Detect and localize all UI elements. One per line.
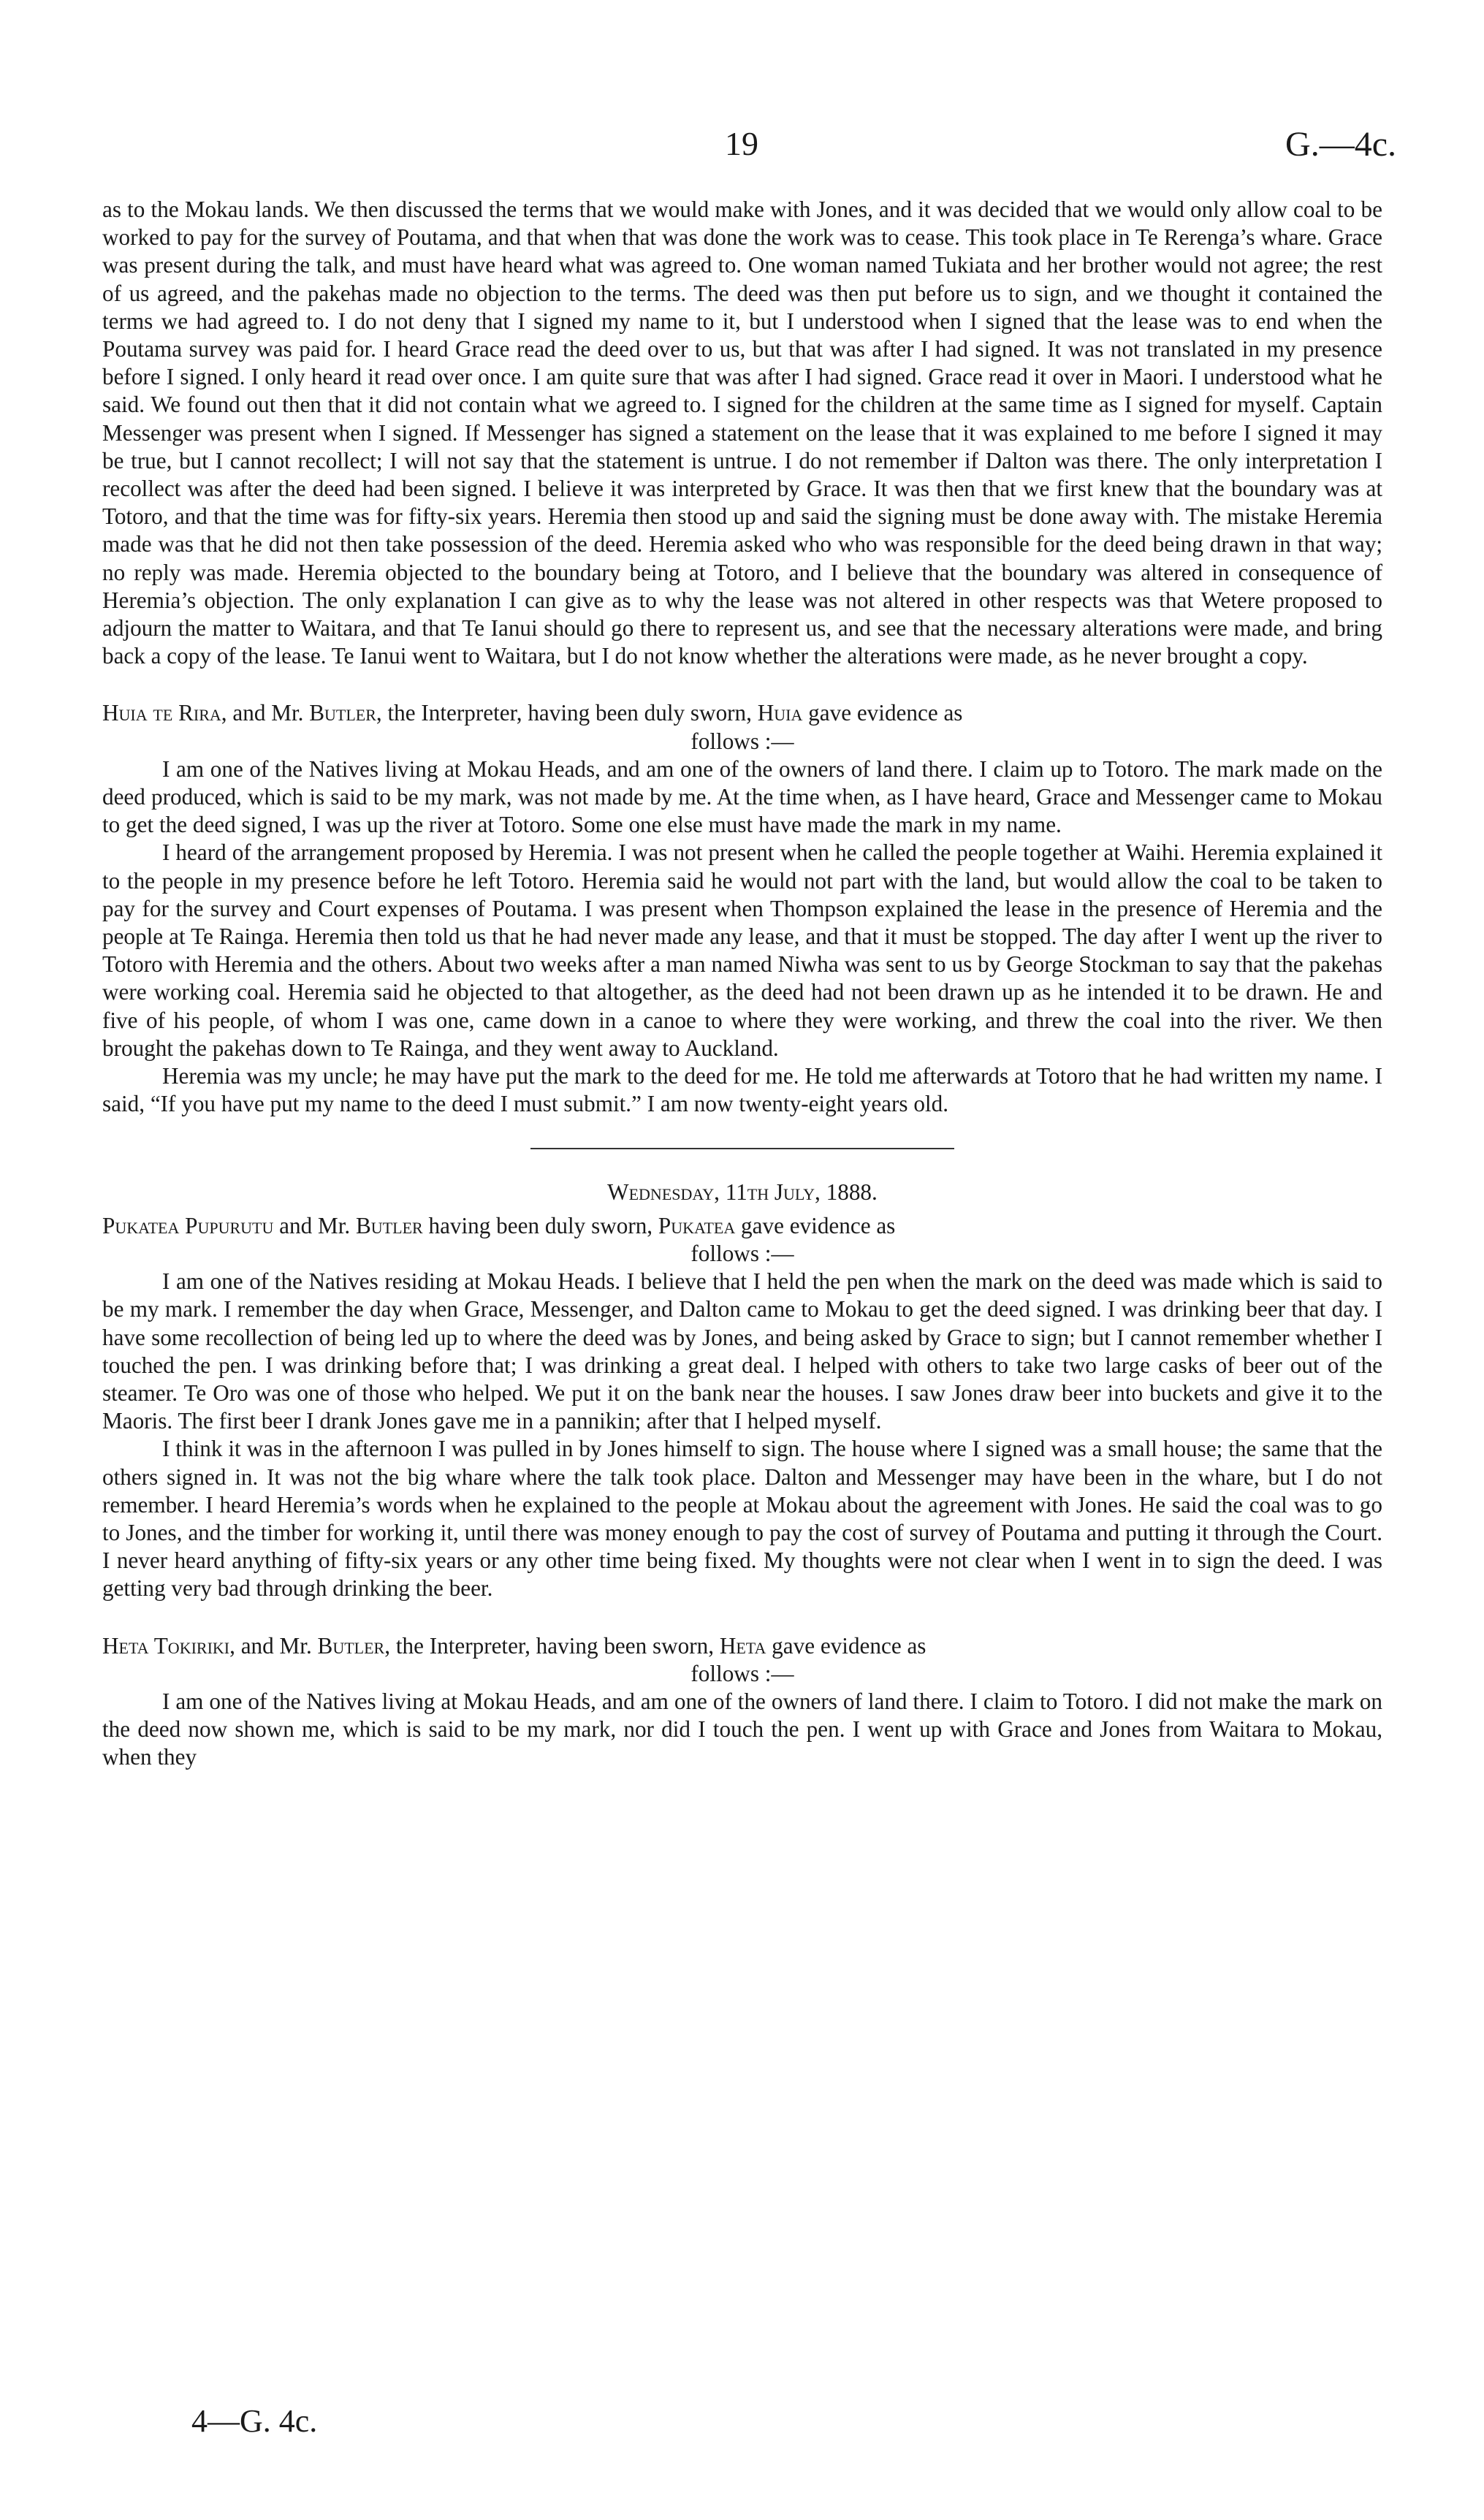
interpreter-name: Butler xyxy=(309,700,376,726)
evidence-paragraph: I am one of the Natives living at Mokau Heads, and am one of the owners of land there. I claim to Totoro. I did not make the mark on the deed now shown me, which is said to be my mark, nor did I touch the pen. I went up with Grace and Jones from Waitara to Mokau, when they xyxy=(102,1688,1382,1770)
document-reference: G.—4c. xyxy=(1285,125,1396,164)
follows-label: follows :— xyxy=(690,1240,794,1266)
witness-short-name: Huia xyxy=(757,700,803,726)
witness-intro-huia xyxy=(102,699,1382,755)
sworn-text: , the Interpreter, having been duly sworn, xyxy=(376,700,758,726)
page-number: 19 xyxy=(725,125,758,162)
evidence-paragraph: I am one of the Natives residing at Mokau Heads. I believe that I held the pen when the mark on the deed was made which is said to be my mark. I remember the day when Grace, Messenger, and Dalton came to Mokau to get the deed signed. I was drinking beer that day. I have some recollection of being led up to where the deed was by Jones, and being asked by Grace to sign; but I cannot remember whether I touched the pen. I was drinking before that; I was drinking a great deal. I helped with others to take two large casks of beer out of the steamer. Te Oro was one of those who helped. We put it on the bank near the houses. I saw Jones draw beer into buckets and give it to the Maoris. The first beer I drank Jones gave me in a pannikin; after that I helped myself. xyxy=(102,1268,1382,1434)
follows-label: follows :— xyxy=(690,1660,794,1686)
evidence-text: gave evidence as xyxy=(802,700,963,726)
witness-intro-heta xyxy=(102,1632,1382,1688)
connector-text: , and Mr. xyxy=(229,1632,318,1659)
date-heading: Wednesday, 11th July, 1888. xyxy=(607,1179,878,1205)
signature-mark: 4—G. 4c. xyxy=(191,2403,318,2439)
sworn-text: having been duly sworn, xyxy=(422,1212,658,1238)
evidence-paragraph: I think it was in the afternoon I was pulled in by Jones himself to sign. The house where I signed was a small house; the same that the others signed in. It was not the big whare where the talk took place. Dalton and Messenger may have been in the whare, but I do not remember. I heard Heremia’s words when he explained to the people at Mokau about the agreement with Jones. He said the coal was to go to Jones, and the timber for working it, until there was money enough to pay the cost of survey of Poutama and putting it through the Court. I never heard anything of fifty-six years or any other time being fixed. My thoughts were not clear when I went in to sign the deed. I was getting very bad through drinking the beer. xyxy=(102,1436,1382,1602)
witness-name: Heta Tokiriki xyxy=(102,1632,230,1659)
witness-intro-pukatea xyxy=(102,1212,1382,1268)
evidence-text: gave evidence as xyxy=(735,1212,896,1238)
evidence-text: gave evidence as xyxy=(766,1632,926,1659)
interpreter-name: Butler xyxy=(317,1632,385,1659)
witness-short-name: Heta xyxy=(719,1632,766,1659)
evidence-paragraph: I heard of the arrangement proposed by Heremia. I was not present when he called the people together at Waihi. Heremia explained it to the people in my presence before he left Totoro. Heremia said he would not part with the land, but would allow the coal to be taken to pay for the survey and Court expenses of Poutama. I was present when Thompson explained the lease in the presence of Heremia and the people at Te Rainga. Heremia then told us that he had never made any lease, and that it must be stopped. The day after I went up the river to Totoro with Heremia and the others. About two weeks after a man named Niwha was sent to us by George Stockman to say that the pakehas were working coal. Heremia said he objected to that altogether, as the deed had not been drawn up as he intended it to be drawn. He and five of his people, of whom I was one, came down in a canoe to where they were working, and threw the coal into the river. We then brought the pakehas down to Te Rainga, and they went away to Auckland. xyxy=(102,840,1382,1061)
interpreter-name: Butler xyxy=(356,1212,423,1238)
witness-short-name: Pukatea xyxy=(658,1212,736,1238)
follows-label: follows :— xyxy=(690,728,794,754)
evidence-paragraph: I am one of the Natives living at Mokau Heads, and am one of the owners of land there. I claim up to Totoro. The mark made on the deed produced, which is said to be my mark, was not made by me. At the time when, as I have heard, Grace and Messenger came to Mokau to get the deed signed, I was up the river at Totoro. Some one else must have made the mark in my name. xyxy=(102,755,1382,838)
witness-name: Huia te Rira xyxy=(102,700,221,726)
evidence-paragraph: Heremia was my uncle; he may have put the mark to the deed for me. He told me afterwards at Totoro that he had written my name. I said, “If you have put my name to the deed I must submit.” I am now twenty-eight years old. xyxy=(102,1063,1382,1117)
section-divider xyxy=(530,1148,954,1149)
connector-text: , and Mr. xyxy=(221,700,310,726)
body-text xyxy=(102,196,1382,1772)
connector-text: and Mr. xyxy=(273,1212,356,1238)
witness-name: Pukatea Pupurutu xyxy=(102,1212,274,1238)
continued-paragraph: as to the Mokau lands. We then discussed the terms that we would make with Jones, and it was decided that we would only allow coal to be worked to pay for the survey of Poutama, and that when that was done the work was to cease. This took place in Te Rerenga’s whare. Grace was present during the talk, and must have heard what was agreed to. One woman named Tukiata and her brother would not agree; the rest of us agreed, and the pakehas made no objection to the terms. The deed was then put before us to sign, and we thought it contained the terms we had agreed to. I do not deny that I signed my name to it, but I understood when I signed that the lease was to end when the Poutama survey was paid for. I heard Grace read the deed over to us, but that was after I had signed. It was not translated in my presence before I signed. I only heard it read over once. I am quite sure that was after I had signed. Grace read it over in Maori. I understood what he said. We found out then that it did not contain what we agreed to. I signed for the children at the same time as I signed for myself. Captain Messenger was present when I signed. If Messenger has signed a statement on the lease that it was explained to me before I signed it may be true, but I cannot recollect; I will not say that the statement is untrue. I do not remember if Dalton was there. The only interpretation I recollect was after the deed had been signed. I believe it was interpreted by Grace. It was then that we first knew that the boundary was at Totoro, and that the time was for fifty-six years. Heremia then stood up and said the signing must be done away with. The mistake Heremia made was that he did not then take possession of the deed. Heremia asked who who was responsible for the deed being drawn in that way; no reply was made. Heremia objected to the boundary being at Totoro, and I believe that the boundary was altered in consequence of Heremia’s objection. The only explanation I can give as to why the lease was not altered in other respects was that Wetere proposed to adjourn the matter to Waitara, and that Te Ianui should go there to represent us, and see that the necessary alterations were made, and bring back a copy of the lease. Te Ianui went to Waitara, but I do not know whether the alterations were made, as he never brought a copy. xyxy=(102,197,1382,669)
sworn-text: , the Interpreter, having been sworn, xyxy=(384,1632,720,1659)
page-header xyxy=(0,124,1484,183)
